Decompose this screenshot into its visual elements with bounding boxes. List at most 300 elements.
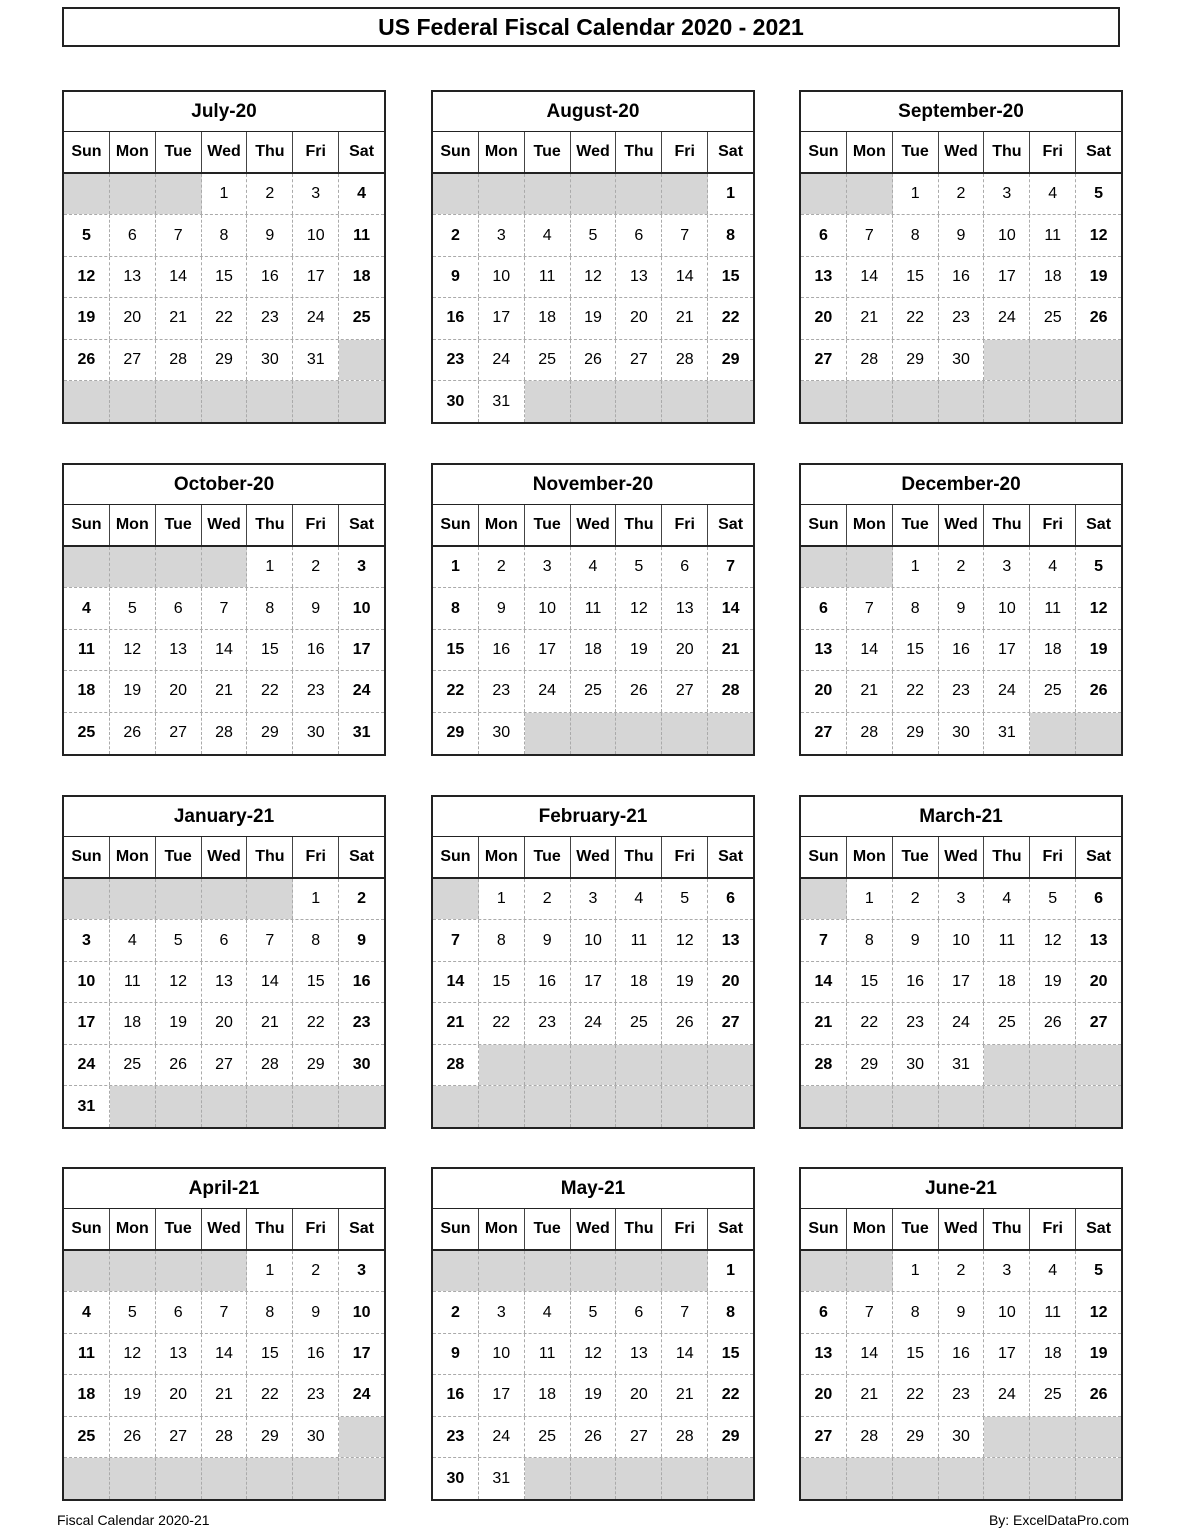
day-cell: 24 [939,1003,985,1043]
day-cell: 21 [801,1003,847,1043]
empty-day-cell [616,713,662,754]
day-cell: 30 [433,381,479,422]
day-cell: 4 [616,879,662,919]
weekday-header: Thu [247,1209,293,1249]
week-row [64,1458,384,1499]
day-cell: 27 [202,1045,248,1085]
day-cell: 29 [721,350,740,368]
day-cell: 21 [202,1375,248,1415]
month-calendar [431,795,755,1129]
empty-day-cell [571,1086,617,1127]
day-cell: 26 [110,713,156,754]
weekday-header: Mon [847,132,893,172]
week-row [433,215,753,256]
weekday-header: Tue [156,132,202,172]
weekday-header: Sun [433,1209,479,1249]
weekday-header: Thu [984,132,1030,172]
day-cell: 12 [571,257,617,297]
day-cell: 17 [64,1003,110,1043]
day-cell: 1 [847,879,893,919]
day-cell: 10 [984,215,1030,255]
empty-day-cell [433,879,479,919]
month-calendar [799,795,1123,1129]
day-cell: 20 [156,1375,202,1415]
empty-day-cell [433,174,479,214]
month-calendar [799,1167,1123,1501]
week-row [64,215,384,256]
day-cell: 25 [525,1417,571,1457]
week-row [64,340,384,381]
day-cell: 30 [433,1458,479,1499]
day-cell: 25 [525,340,571,380]
day-cell: 3 [984,174,1030,214]
day-cell: 8 [293,920,339,960]
day-cell: 3 [984,547,1030,587]
day-cell: 6 [726,890,736,908]
day-cell: 6 [156,1292,202,1332]
empty-day-cell [893,1458,939,1499]
day-cell: 19 [1089,640,1108,658]
empty-day-cell [64,879,110,919]
empty-day-cell [939,1458,985,1499]
day-cell: 6 [616,1292,662,1332]
day-cell: 26 [1089,1386,1108,1404]
empty-day-cell [479,1045,525,1085]
day-cell: 4 [1030,547,1076,587]
day-cell: 28 [202,1417,248,1457]
empty-day-cell [479,1086,525,1127]
weekday-header: Mon [479,837,525,877]
empty-day-cell [525,713,571,754]
weekday-header: Fri [1030,1209,1076,1249]
weekday-header: Fri [1030,505,1076,545]
weekday-header: Sun [801,837,847,877]
month-title: June-21 [801,1169,1121,1209]
day-cell: 4 [357,185,367,203]
day-cell: 24 [571,1003,617,1043]
week-row [801,1458,1121,1499]
day-cell: 20 [110,298,156,338]
weekday-header: Mon [847,1209,893,1249]
month-calendar [799,90,1123,424]
day-cell: 21 [202,671,248,711]
weekday-header: Sun [801,1209,847,1249]
weekday-header: Sun [64,505,110,545]
day-cell: 18 [1030,630,1076,670]
day-cell: 15 [247,1334,293,1374]
week-row [64,671,384,712]
week-row [64,1251,384,1292]
day-cell: 15 [247,630,293,670]
day-cell: 30 [479,713,525,754]
empty-day-cell [156,1458,202,1499]
day-cell: 26 [1089,682,1108,700]
day-cell: 22 [479,1003,525,1043]
weekday-header: Sat [718,143,744,160]
week-row [433,340,753,381]
weekday-header-row [801,837,1121,879]
day-cell: 12 [64,257,110,297]
day-cell: 4 [984,879,1030,919]
month-title: July-20 [64,92,384,132]
day-cell: 9 [479,588,525,628]
day-cell: 10 [525,588,571,628]
empty-day-cell [1076,713,1121,754]
empty-day-cell [156,879,202,919]
day-cell: 14 [721,599,740,617]
day-cell: 20 [616,298,662,338]
weekday-header-row [801,505,1121,547]
day-cell: 9 [939,215,985,255]
month-title: May-21 [433,1169,753,1209]
weekday-header: Sat [349,516,375,533]
month-title: February-21 [433,797,753,837]
day-cell: 21 [156,298,202,338]
day-cell: 4 [64,1292,110,1332]
day-cell: 2 [939,547,985,587]
empty-day-cell [1076,381,1121,422]
day-cell: 16 [939,257,985,297]
weekday-header: Wed [571,837,617,877]
empty-day-cell [339,381,384,422]
day-cell: 11 [1030,215,1076,255]
day-cell: 15 [202,257,248,297]
day-cell: 14 [847,630,893,670]
week-row [801,1045,1121,1086]
day-cell: 18 [64,671,110,711]
weekday-header: Mon [847,505,893,545]
day-cell: 22 [247,671,293,711]
day-cell: 28 [847,340,893,380]
day-cell: 16 [293,1334,339,1374]
day-cell: 8 [726,226,736,244]
day-cell: 3 [984,1251,1030,1291]
empty-day-cell [525,1086,571,1127]
empty-day-cell [525,1251,571,1291]
empty-day-cell [616,1045,662,1085]
week-row [64,1086,384,1127]
day-cell: 23 [939,671,985,711]
weekday-header-row [433,837,753,879]
empty-day-cell [525,381,571,422]
day-cell: 4 [571,547,617,587]
empty-day-cell [847,1251,893,1291]
empty-day-cell [64,1458,110,1499]
day-cell: 19 [571,1375,617,1415]
day-cell: 3 [293,174,339,214]
day-cell: 1 [202,174,248,214]
weekday-header: Wed [939,505,985,545]
weekday-header: Fri [293,132,339,172]
day-cell: 31 [984,713,1030,754]
week-row [64,1003,384,1044]
day-cell: 5 [1094,558,1104,576]
day-cell: 24 [479,340,525,380]
empty-day-cell [202,879,248,919]
empty-day-cell [847,547,893,587]
day-cell: 26 [1030,1003,1076,1043]
weekday-header: Tue [525,505,571,545]
day-cell: 31 [293,340,339,380]
day-cell: 19 [662,962,708,1002]
day-cell: 18 [984,962,1030,1002]
empty-day-cell [247,381,293,422]
day-cell: 9 [293,588,339,628]
empty-day-cell [801,547,847,587]
weekday-header: Fri [293,1209,339,1249]
empty-day-cell [156,174,202,214]
day-cell: 10 [352,1303,371,1321]
empty-day-cell [847,174,893,214]
weekday-header-row [433,1209,753,1251]
week-row [433,1458,753,1499]
day-cell: 1 [247,1251,293,1291]
day-cell: 15 [721,1344,740,1362]
day-cell: 14 [662,257,708,297]
day-cell: 12 [1089,1303,1108,1321]
day-cell: 29 [433,713,479,754]
day-cell: 18 [571,630,617,670]
empty-day-cell [64,547,110,587]
week-row [64,588,384,629]
day-cell: 9 [525,920,571,960]
weekday-header: Tue [156,1209,202,1249]
weekday-header: Sun [801,132,847,172]
day-cell: 13 [616,257,662,297]
empty-day-cell [479,174,525,214]
day-cell: 13 [202,962,248,1002]
day-cell: 18 [525,298,571,338]
day-cell: 11 [571,588,617,628]
day-cell: 19 [110,1375,156,1415]
week-row [64,630,384,671]
day-cell: 26 [571,1417,617,1457]
empty-day-cell [662,713,708,754]
empty-day-cell [571,1045,617,1085]
day-cell: 16 [247,257,293,297]
day-cell: 30 [247,340,293,380]
empty-day-cell [708,1045,753,1085]
day-cell: 11 [110,962,156,1002]
day-cell: 17 [984,1334,1030,1374]
day-cell: 20 [202,1003,248,1043]
empty-day-cell [110,547,156,587]
day-cell: 6 [110,215,156,255]
day-cell: 5 [571,215,617,255]
day-cell: 25 [984,1003,1030,1043]
day-cell: 10 [352,599,371,617]
empty-day-cell [1076,1086,1121,1127]
day-cell: 29 [893,1417,939,1457]
empty-day-cell [571,1458,617,1499]
day-cell: 12 [1089,599,1108,617]
day-cell: 5 [156,920,202,960]
empty-day-cell [571,381,617,422]
day-cell: 14 [662,1334,708,1374]
day-cell: 8 [893,1292,939,1332]
day-cell: 17 [571,962,617,1002]
empty-day-cell [984,1417,1030,1457]
day-cell: 20 [1089,972,1108,990]
day-cell: 18 [525,1375,571,1415]
empty-day-cell [1076,1045,1121,1085]
day-cell: 21 [847,298,893,338]
day-cell: 11 [64,630,110,670]
day-cell: 19 [1030,962,1076,1002]
day-cell: 6 [801,215,847,255]
day-cell: 11 [525,257,571,297]
day-cell: 14 [801,962,847,1002]
day-cell: 31 [479,1458,525,1499]
day-cell: 29 [847,1045,893,1085]
empty-day-cell [202,1086,248,1127]
empty-day-cell [847,381,893,422]
day-cell: 20 [801,1375,847,1415]
day-cell: 8 [247,1292,293,1332]
day-cell: 7 [202,1292,248,1332]
empty-day-cell [893,381,939,422]
day-cell: 1 [893,547,939,587]
day-cell: 17 [479,298,525,338]
footer-left-text: Fiscal Calendar 2020-21 [57,1512,210,1528]
week-row [801,920,1121,961]
day-cell: 2 [479,547,525,587]
day-cell: 14 [202,1334,248,1374]
week-row [433,630,753,671]
day-cell: 24 [479,1417,525,1457]
day-cell: 28 [847,713,893,754]
weekday-header: Tue [525,1209,571,1249]
empty-day-cell [662,1086,708,1127]
empty-day-cell [801,879,847,919]
empty-day-cell [293,381,339,422]
weekday-header: Sun [64,132,110,172]
day-cell: 17 [352,640,371,658]
day-cell: 15 [479,962,525,1002]
empty-day-cell [1030,1458,1076,1499]
week-row [64,1334,384,1375]
day-cell: 17 [479,1375,525,1415]
day-cell: 15 [847,962,893,1002]
weekday-header-row [433,505,753,547]
day-cell: 24 [984,1375,1030,1415]
week-row [801,879,1121,920]
day-cell: 6 [662,547,708,587]
empty-day-cell [433,1086,479,1127]
empty-day-cell [1030,1086,1076,1127]
day-cell: 24 [525,671,571,711]
empty-day-cell [801,1458,847,1499]
month-calendar [431,463,755,756]
weekday-header: Sat [1086,1220,1112,1237]
day-cell: 26 [616,671,662,711]
day-cell: 18 [616,962,662,1002]
day-cell: 7 [726,558,736,576]
week-row [801,257,1121,298]
month-calendar [799,463,1123,756]
day-cell: 5 [571,1292,617,1332]
empty-day-cell [156,1251,202,1291]
week-row [433,1292,753,1333]
day-cell: 29 [721,1427,740,1445]
day-cell: 29 [893,713,939,754]
week-row [64,298,384,339]
weekday-header: Tue [893,132,939,172]
empty-day-cell [571,1251,617,1291]
day-cell: 25 [1030,671,1076,711]
weekday-header-row [64,1209,384,1251]
day-cell: 19 [1089,267,1108,285]
day-cell: 12 [1089,226,1108,244]
week-row [801,215,1121,256]
weekday-header: Tue [893,505,939,545]
day-cell: 18 [110,1003,156,1043]
week-row [801,630,1121,671]
day-cell: 23 [433,340,479,380]
day-cell: 15 [721,267,740,285]
day-cell: 23 [352,1014,371,1032]
day-cell: 11 [353,226,371,244]
empty-day-cell [984,1458,1030,1499]
day-cell: 5 [1030,879,1076,919]
weekday-header-row [64,132,384,174]
empty-day-cell [293,1086,339,1127]
empty-day-cell [1030,381,1076,422]
empty-day-cell [202,1251,248,1291]
empty-day-cell [293,1458,339,1499]
week-row [64,962,384,1003]
day-cell: 21 [662,298,708,338]
week-row [801,1417,1121,1458]
day-cell: 21 [433,1003,479,1043]
empty-day-cell [662,1458,708,1499]
day-cell: 8 [247,588,293,628]
empty-day-cell [110,879,156,919]
day-cell: 15 [893,257,939,297]
day-cell: 29 [293,1045,339,1085]
week-row [801,298,1121,339]
week-row [64,547,384,588]
day-cell: 16 [525,962,571,1002]
day-cell: 27 [156,1417,202,1457]
day-cell: 25 [64,713,110,754]
weekday-header: Sat [718,516,744,533]
day-cell: 5 [64,215,110,255]
day-cell: 7 [847,1292,893,1332]
day-cell: 3 [479,215,525,255]
weekday-header: Fri [662,837,708,877]
weekday-header: Wed [939,1209,985,1249]
day-cell: 16 [479,630,525,670]
day-cell: 26 [156,1045,202,1085]
day-cell: 20 [721,972,740,990]
empty-day-cell [110,174,156,214]
day-cell: 26 [64,340,110,380]
day-cell: 7 [801,920,847,960]
day-cell: 27 [801,713,847,754]
day-cell: 8 [726,1303,736,1321]
day-cell: 17 [352,1344,371,1362]
empty-day-cell [64,1251,110,1291]
empty-day-cell [708,713,753,754]
weekday-header-row [433,132,753,174]
empty-day-cell [479,1251,525,1291]
weekday-header: Sun [801,505,847,545]
week-row [433,174,753,215]
day-cell: 24 [984,298,1030,338]
empty-day-cell [616,1086,662,1127]
day-cell: 23 [433,1417,479,1457]
